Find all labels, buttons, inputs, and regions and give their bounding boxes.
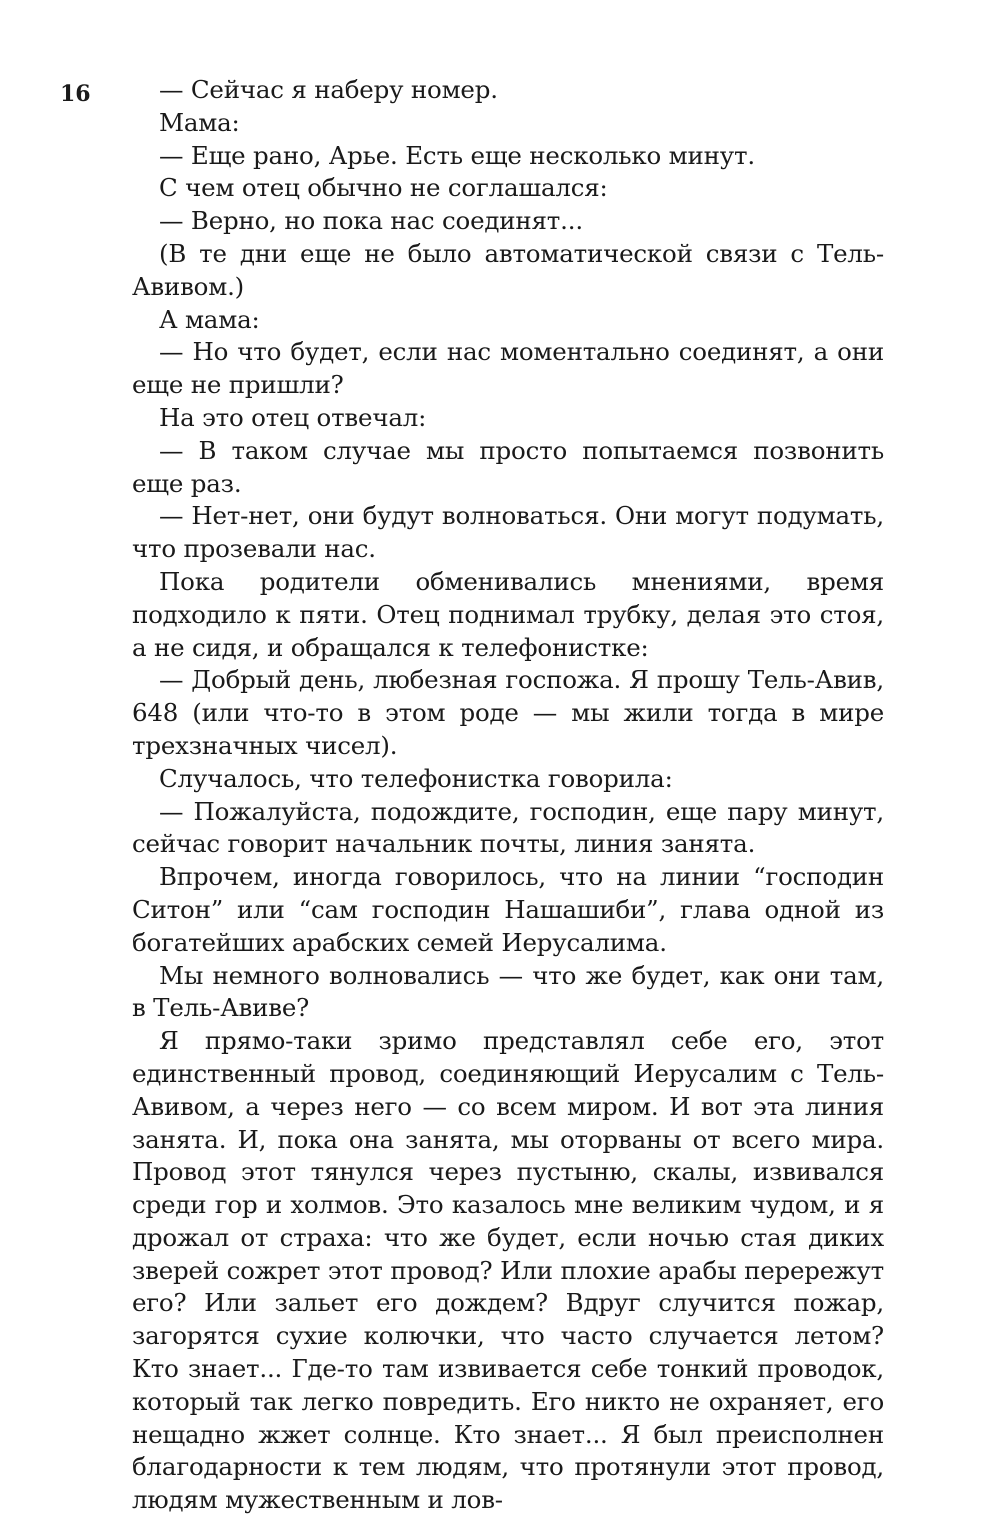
page-number: 16 <box>60 81 91 107</box>
paragraph: — Добрый день, любезная госпожа. Я прошу Тель-Авив, 648 (или что-то в этом роде — мы жили тогда в мире трехзначных чисел). <box>132 665 884 760</box>
paragraph: — Сейчас я наберу номер. <box>159 75 498 104</box>
paragraph: Мама: <box>159 107 240 137</box>
paragraph: Я прямо-таки зримо представлял себе его, этот единственный провод, соединяющий Иерусалим с Тель-Авивом, а через него — со всем миром. И вот эта линия занята. И, пока она занята, мы оторваны от всего мира. Провод этот тянулся через пустыню, скалы, извивался среди гор и холмов. Это казалось мне великим чудом, и я дрожал от страха: что же будет, если ночью стая диких зверей сожрет этот провод? Или плохие арабы перережут его? Или зальет его дождем? Вдруг случится пожар, загорятся сухие колючки, что часто случается летом? Кто знает... Где-то там извивается себе тонкий проводок, который так легко повредить. Его никто не охраняет, его нещадно жжет солнце. Кто знает... Я был преисполнен благодарности к тем людям, что протянули этот провод, людям мужественным и лов- <box>132 1026 884 1515</box>
paragraph: На это отец отвечал: <box>159 402 427 432</box>
paragraph: — В таком случае мы просто попытаемся позвонить еще раз. <box>132 435 884 498</box>
paragraph: — Верно, но пока нас соединят... <box>159 206 583 236</box>
paragraph: Мы немного волновались — что же будет, как они там, в Тель-Авиве? <box>132 960 884 1023</box>
paragraph: — Еще рано, Арье. Есть еще несколько минут. <box>159 140 755 170</box>
paragraph: А мама: <box>159 304 260 334</box>
body-text <box>132 74 884 1517</box>
paragraph: С чем отец обычно не соглашался: <box>159 173 608 203</box>
paragraph: — Но что будет, если нас моментально соединят, а они еще не пришли? <box>132 337 884 400</box>
paragraph: — Нет-нет, они будут волноваться. Они могут подумать, что прозевали нас. <box>132 501 884 564</box>
paragraph: (В те дни еще не было автоматической связи с Тель-Авивом.) <box>132 238 884 301</box>
paragraph: Пока родители обменивались мнениями, время подходило к пяти. Отец поднимал трубку, делая это стоя, а не сидя, и обращался к телефонистке: <box>132 566 884 662</box>
paragraph: — Пожалуйста, подождите, господин, еще пару минут, сейчас говорит начальник почты, линия занята. <box>132 796 884 859</box>
paragraph: Случалось, что телефонистка говорила: <box>159 763 673 793</box>
paragraph: Впрочем, иногда говорилось, что на линии “господин Ситон” или “сам господин Нашашиби”, глава одной из богатейших арабских семей Иерусалима. <box>132 862 884 957</box>
